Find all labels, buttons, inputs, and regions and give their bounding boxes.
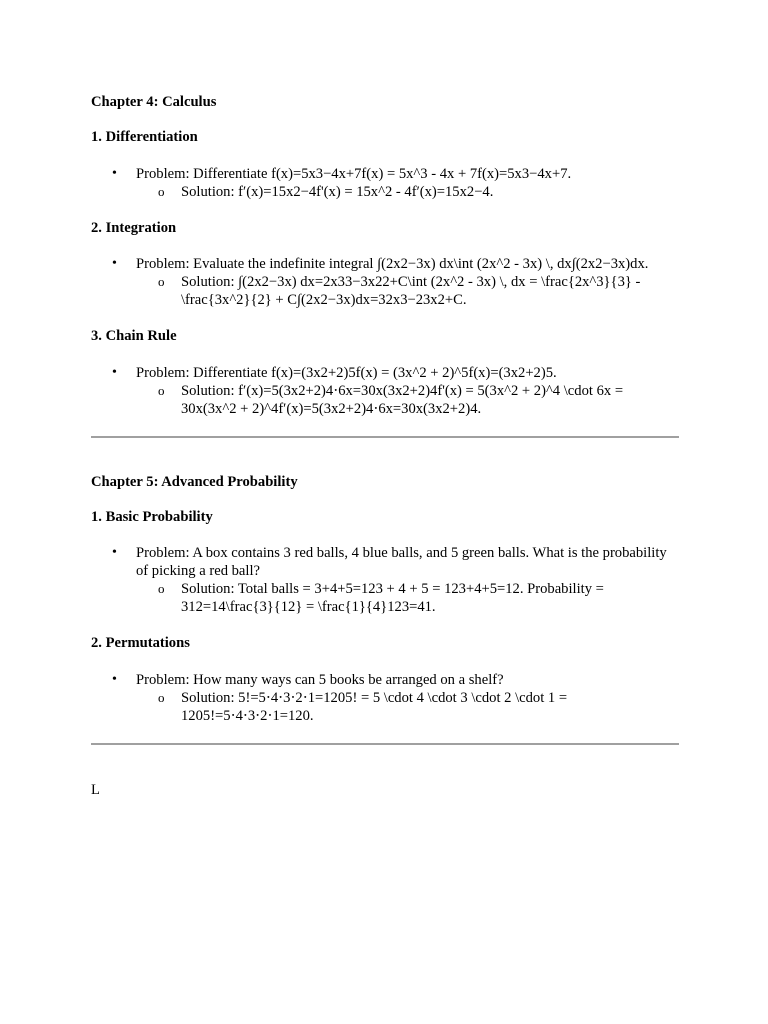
problem-list bbox=[91, 255, 679, 309]
trailing-text: L bbox=[91, 782, 100, 798]
solution-item bbox=[91, 580, 679, 616]
problem-text: Problem: Differentiate f(x)=5x3−4x+7f(x) = 5x^3 - 4x + 7f(x)=5x3−4x+7. bbox=[136, 166, 572, 182]
sub-bullet-icon: o bbox=[158, 184, 165, 199]
problem-text: Problem: How many ways can 5 books be arranged on a shelf? bbox=[136, 672, 504, 688]
horizontal-rule bbox=[91, 743, 679, 745]
problem-text: Problem: Differentiate f(x)=(3x2+2)5f(x) = (3x^2 + 2)^5f(x)=(3x2+2)5. bbox=[136, 365, 557, 381]
section-integration bbox=[91, 219, 679, 237]
bullet-icon: • bbox=[112, 672, 117, 687]
problem-list bbox=[91, 671, 679, 725]
problem-text: Problem: A box contains 3 red balls, 4 blue balls, and 5 green balls. What is the probability of picking a red ball? bbox=[136, 545, 667, 579]
problem-item bbox=[91, 671, 679, 689]
problem-item bbox=[91, 544, 679, 580]
section-permutations bbox=[91, 634, 679, 652]
chapter-divider bbox=[91, 436, 679, 438]
solution-item bbox=[91, 689, 679, 725]
solution-item bbox=[91, 273, 679, 309]
solution-text: Solution: f′(x)=15x2−4f'(x) = 15x^2 - 4f′(x)=15x2−4. bbox=[181, 184, 494, 200]
solution-item bbox=[91, 382, 679, 418]
problem-list bbox=[91, 544, 679, 616]
problem-list bbox=[91, 165, 679, 201]
solution-text: Solution: f′(x)=5(3x2+2)4⋅6x=30x(3x2+2)4f'(x) = 5(3x^2 + 2)^4 \cdot 6x = 30x(3x^2 + 2)^4f′(x)=5(3x2+2)4⋅6x=30x(3x2+2)4. bbox=[181, 383, 624, 417]
chapter-title: Chapter 5: Advanced Probability bbox=[91, 474, 298, 490]
chapter-divider bbox=[91, 743, 679, 745]
trailing-text-block bbox=[91, 781, 679, 799]
section-title: 1. Differentiation bbox=[91, 129, 198, 145]
problem-item bbox=[91, 255, 679, 273]
problem-text: Problem: Evaluate the indefinite integral ∫(2x2−3x) dx\int (2x^2 - 3x) \, dx∫(2x2−3x)dx. bbox=[136, 256, 649, 272]
section-title: 2. Integration bbox=[91, 220, 177, 236]
sub-bullet-icon: o bbox=[158, 383, 165, 398]
section-title: 3. Chain Rule bbox=[91, 328, 177, 344]
bullet-icon: • bbox=[112, 365, 117, 380]
section-differentiation bbox=[91, 128, 679, 146]
sub-bullet-icon: o bbox=[158, 581, 165, 596]
section-basic-probability bbox=[91, 508, 679, 526]
section-chain-rule bbox=[91, 327, 679, 345]
problem-list bbox=[91, 364, 679, 418]
sub-bullet-icon: o bbox=[158, 690, 165, 705]
bullet-icon: • bbox=[112, 545, 117, 560]
problem-item bbox=[91, 364, 679, 382]
solution-text: Solution: ∫(2x2−3x) dx=2x33−3x22+C\int (2x^2 - 3x) \, dx = \frac{2x^3}{3} - \frac{3x^2}{2} + C∫(2x2−3x)dx=32x3−23x2+C. bbox=[181, 274, 641, 308]
solution-text: Solution: Total balls = 3+4+5=123 + 4 + 5 = 123+4+5=12. Probability = 312=14\frac{3}{12} = \frac{1}{4}123=41. bbox=[181, 581, 604, 615]
solution-item bbox=[91, 183, 679, 201]
section-title: 2. Permutations bbox=[91, 635, 190, 651]
chapter-4 bbox=[91, 93, 679, 111]
section-title: 1. Basic Probability bbox=[91, 509, 213, 525]
bullet-icon: • bbox=[112, 166, 117, 181]
problem-item bbox=[91, 165, 679, 183]
chapter-title: Chapter 4: Calculus bbox=[91, 94, 217, 110]
sub-bullet-icon: o bbox=[158, 274, 165, 289]
solution-text: Solution: 5!=5⋅4⋅3⋅2⋅1=1205! = 5 \cdot 4 \cdot 3 \cdot 2 \cdot 1 = 1205!=5⋅4⋅3⋅2⋅1=120. bbox=[181, 690, 568, 724]
chapter-5 bbox=[91, 473, 679, 491]
horizontal-rule bbox=[91, 436, 679, 438]
bullet-icon: • bbox=[112, 256, 117, 271]
